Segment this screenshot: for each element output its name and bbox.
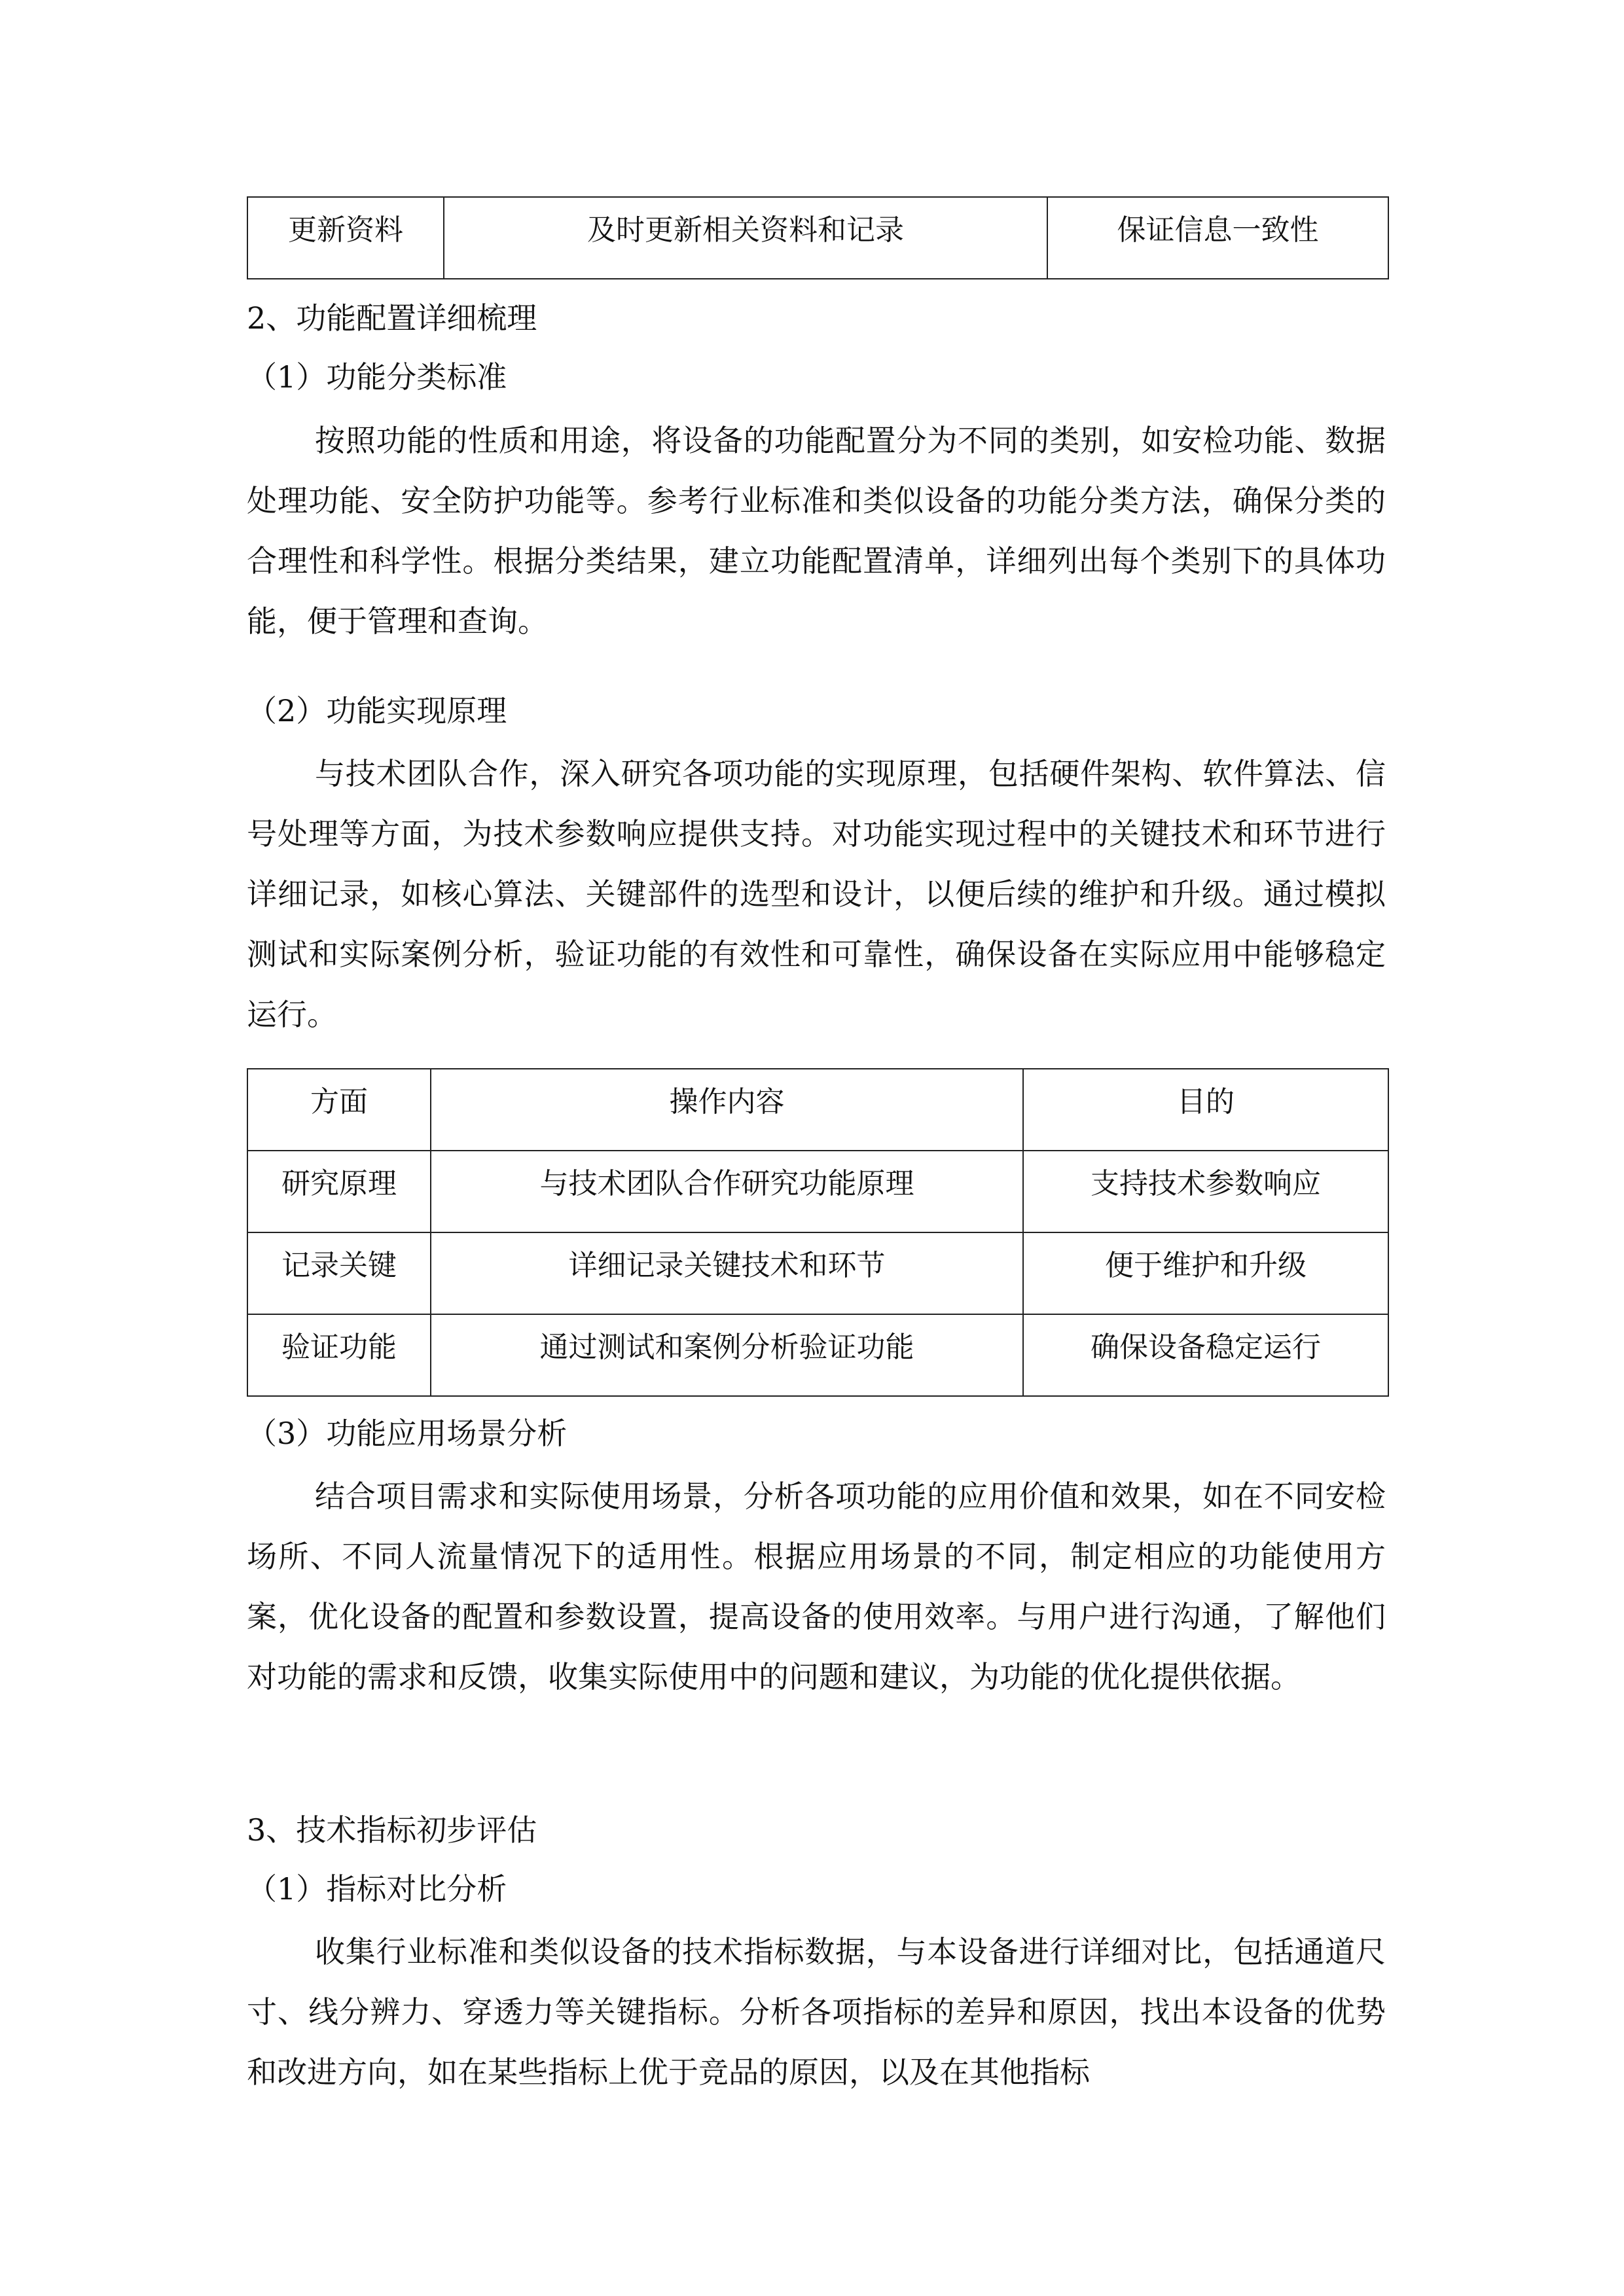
- table-cell: 便于维护和升级: [1023, 1232, 1388, 1314]
- table-cell: 验证功能: [247, 1314, 431, 1396]
- table-function-principles: [247, 1068, 1389, 1397]
- subsection-heading: （3）功能应用场景分析: [247, 1416, 568, 1451]
- table-cell: 及时更新相关资料和记录: [444, 197, 1047, 279]
- table-cell: 确保设备稳定运行: [1023, 1314, 1388, 1396]
- subsection-heading: （1）指标对比分析: [247, 1871, 507, 1907]
- table-cell: 通过测试和案例分析验证功能: [431, 1314, 1023, 1396]
- section-heading: 3、技术指标初步评估: [247, 1812, 537, 1848]
- column-header: 方面: [247, 1069, 431, 1151]
- table-row: [247, 1151, 1388, 1232]
- paragraph: 结合项目需求和实际使用场景，分析各项功能的应用价值和效果，如在不同安检场所、不同人流量情况下的适用性。根据应用场景的不同，制定相应的功能使用方案，优化设备的配置和参数设置，提高设备的使用效率。与用户进行沟通，了解他们对功能的需求和反馈，收集实际使用中的问题和建议，为功能的优化提供依据。: [247, 1479, 1386, 1695]
- subsection-heading: （2）功能实现原理: [247, 693, 507, 728]
- table-cell: 更新资料: [247, 197, 444, 279]
- paragraph: 与技术团队合作，深入研究各项功能的实现原理，包括硬件架构、软件算法、信号处理等方面，为技术参数响应提供支持。对功能实现过程中的关键技术和环节进行详细记录，如核心算法、关键部件的选型和设计，以便后续的维护和升级。通过模拟测试和实际案例分析，验证功能的有效性和可靠性，确保设备在实际应用中能够稳定运行。: [247, 756, 1386, 1032]
- table-cell: 支持技术参数响应: [1023, 1151, 1388, 1232]
- table-header-row: [247, 1069, 1388, 1151]
- table-cell: 与技术团队合作研究功能原理: [431, 1151, 1023, 1232]
- section-heading: 2、功能配置详细梳理: [247, 300, 537, 336]
- table-cell: 记录关键: [247, 1232, 431, 1314]
- table-cell: 详细记录关键技术和环节: [431, 1232, 1023, 1314]
- paragraph: 按照功能的性质和用途，将设备的功能配置分为不同的类别，如安检功能、数据处理功能、安全防护功能等。参考行业标准和类似设备的功能分类方法，确保分类的合理性和科学性。根据分类结果，建立功能配置清单，详细列出每个类别下的具体功能，便于管理和查询。: [247, 423, 1386, 639]
- column-header: 目的: [1023, 1069, 1388, 1151]
- table-row: [247, 1314, 1388, 1396]
- table-row: [247, 1232, 1388, 1314]
- table-row: [247, 197, 1388, 279]
- table-cell: 研究原理: [247, 1151, 431, 1232]
- table-cell: 保证信息一致性: [1047, 197, 1388, 279]
- subsection-heading: （1）功能分类标准: [247, 359, 507, 395]
- paragraph: 收集行业标准和类似设备的技术指标数据，与本设备进行详细对比，包括通道尺寸、线分辨力、穿透力等关键指标。分析各项指标的差异和原因，找出本设备的优势和改进方向，如在某些指标上优于竞品的原因，以及在其他指标: [247, 1934, 1386, 2090]
- column-header: 操作内容: [431, 1069, 1023, 1151]
- table-update-records: [247, 196, 1389, 279]
